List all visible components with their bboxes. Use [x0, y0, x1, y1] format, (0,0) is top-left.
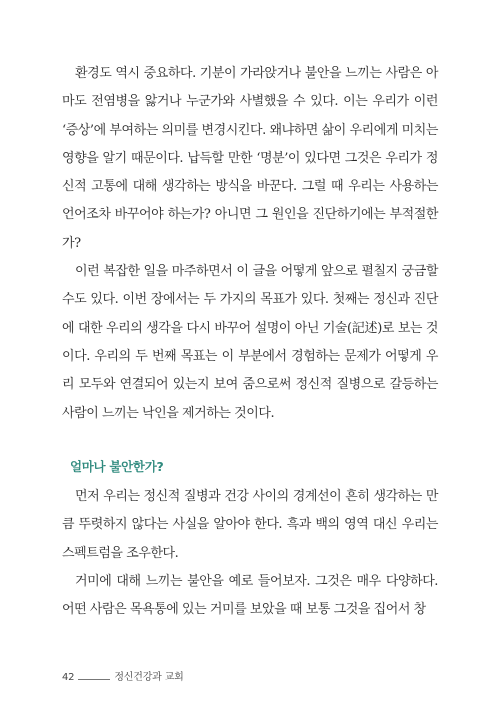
section-body	[62, 483, 438, 624]
paragraph-environment: 환경도 역시 중요하다. 기분이 가라앉거나 불안을 느끼는 사람은 아마도 전염병을 앓거나 누군가와 사별했을 수 있다. 이는 우리가 이런 ‘증상’에 부여하는 의미를 변경시킨다. 왜냐하면 삶이 우리에게 미치는 영향을 알기 때문이다. 납득할 만한 ‘명분’이 있다면 그것은 우리가 정신적 고통에 대해 생각하는 방식을 바꾼다. 그럴 때 우리는 사용하는 언어조차 바꾸어야 하는가? 아니면 그 원인을 진단하기에는 부적절한가?	[62, 66, 438, 251]
body-text	[62, 60, 438, 428]
paragraph-spectrum: 먼저 우리는 정신적 질병과 건강 사이의 경계선이 흔히 생각하는 만큼 뚜렷하지 않다는 사실을 알아야 한다. 흑과 백의 영역 대신 우리는 스펙트럼을 조우한다.	[62, 489, 438, 561]
page-number: 42	[62, 672, 75, 683]
paragraph-chapter-goals: 이런 복잡한 일을 마주하면서 이 글을 어떻게 앞으로 펼칠지 궁금할 수도 있다. 이번 장에서는 두 가지의 목표가 있다. 첫째는 정신과 진단에 대한 우리의 생각을 다시 바꾸어 설명이 아닌 기술(記述)로 보는 것이다. 우리의 두 번째 목표는 이 부분에서 경험하는 문제가 어떻게 우리 모두와 연결되어 있는지 보여 줌으로써 정신적 질병으로 갈등하는 사람이 느끼는 낙인을 제거하는 것이다.	[62, 264, 438, 421]
section-heading: 얼마나 불안한가?	[70, 459, 164, 474]
footer-rule	[78, 679, 110, 680]
page-footer	[62, 668, 184, 683]
paragraph-spider-example: 거미에 대해 느끼는 불안을 예로 들어보자. 그것은 매우 다양하다. 어떤 사람은 목욕통에 있는 거미를 보았을 때 보통 그것을 집어서 창	[62, 573, 438, 618]
running-title: 정신건강과 교회	[114, 672, 184, 683]
